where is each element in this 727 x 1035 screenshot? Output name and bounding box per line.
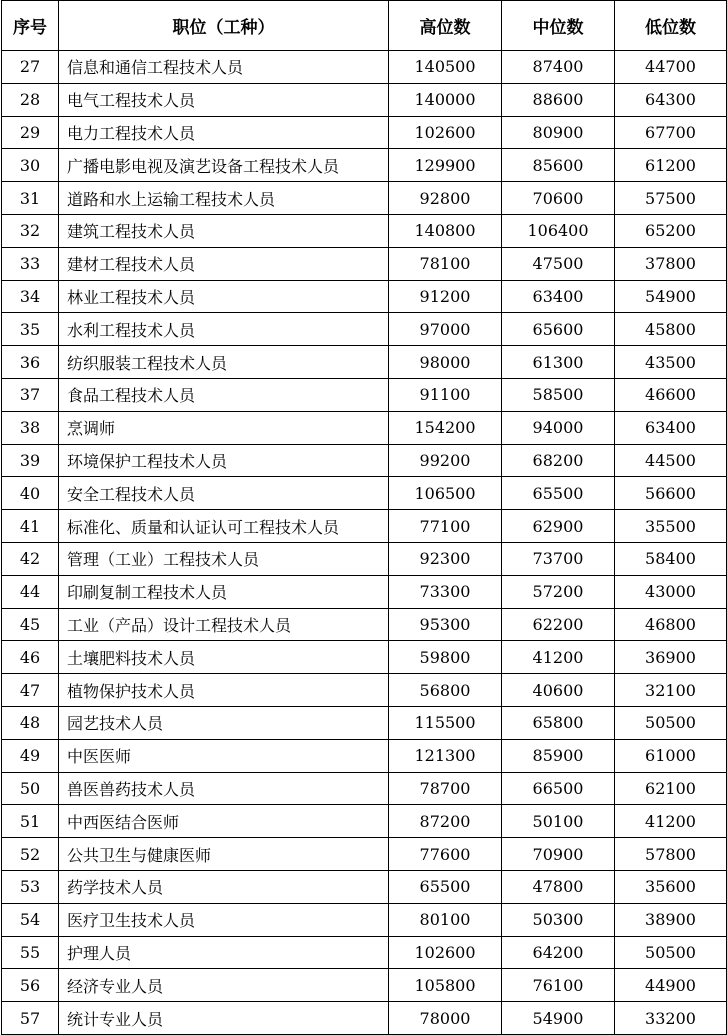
cell-index: 28 (2, 83, 59, 116)
cell-index: 27 (2, 51, 59, 84)
cell-job: 公共卫生与健康医师 (59, 838, 389, 871)
cell-index: 29 (2, 116, 59, 149)
cell-index: 37 (2, 378, 59, 411)
cell-index: 33 (2, 247, 59, 280)
cell-index: 40 (2, 477, 59, 510)
cell-high: 77100 (389, 510, 502, 543)
cell-high: 140000 (389, 83, 502, 116)
cell-median: 50100 (502, 805, 615, 838)
table-row (2, 149, 727, 182)
cell-job: 印刷复制工程技术人员 (59, 575, 389, 608)
table-row (2, 772, 727, 805)
cell-index: 34 (2, 280, 59, 313)
cell-median: 80900 (502, 116, 615, 149)
cell-index: 51 (2, 805, 59, 838)
cell-high: 65500 (389, 870, 502, 903)
cell-high: 77600 (389, 838, 502, 871)
cell-job: 安全工程技术人员 (59, 477, 389, 510)
cell-low: 36900 (615, 641, 727, 674)
table-row (2, 1002, 727, 1035)
cell-median: 54900 (502, 1002, 615, 1035)
cell-job: 信息和通信工程技术人员 (59, 51, 389, 84)
table-row (2, 641, 727, 674)
header-job: 职位（工种） (59, 1, 389, 51)
cell-low: 63400 (615, 411, 727, 444)
cell-job: 土壤肥料技术人员 (59, 641, 389, 674)
table-row (2, 936, 727, 969)
cell-high: 140500 (389, 51, 502, 84)
cell-job: 植物保护技术人员 (59, 674, 389, 707)
cell-job: 水利工程技术人员 (59, 313, 389, 346)
cell-low: 44700 (615, 51, 727, 84)
cell-job: 园艺技术人员 (59, 706, 389, 739)
cell-index: 57 (2, 1002, 59, 1035)
cell-low: 35500 (615, 510, 727, 543)
cell-median: 40600 (502, 674, 615, 707)
salary-table (1, 0, 727, 1035)
table-row (2, 870, 727, 903)
cell-low: 46800 (615, 608, 727, 641)
table-row (2, 608, 727, 641)
cell-median: 41200 (502, 641, 615, 674)
cell-median: 68200 (502, 444, 615, 477)
cell-job: 建筑工程技术人员 (59, 214, 389, 247)
table-row (2, 739, 727, 772)
table-row (2, 805, 727, 838)
cell-index: 42 (2, 542, 59, 575)
cell-median: 94000 (502, 411, 615, 444)
cell-median: 65600 (502, 313, 615, 346)
cell-index: 50 (2, 772, 59, 805)
cell-high: 102600 (389, 936, 502, 969)
cell-index: 39 (2, 444, 59, 477)
cell-median: 70600 (502, 182, 615, 215)
cell-job: 电力工程技术人员 (59, 116, 389, 149)
table-row (2, 477, 727, 510)
cell-low: 62100 (615, 772, 727, 805)
table-row (2, 903, 727, 936)
table-row (2, 378, 727, 411)
cell-job: 药学技术人员 (59, 870, 389, 903)
cell-high: 99200 (389, 444, 502, 477)
cell-index: 44 (2, 575, 59, 608)
cell-median: 85600 (502, 149, 615, 182)
table-row (2, 280, 727, 313)
table-row (2, 83, 727, 116)
cell-median: 62900 (502, 510, 615, 543)
cell-job: 食品工程技术人员 (59, 378, 389, 411)
cell-median: 87400 (502, 51, 615, 84)
cell-median: 47800 (502, 870, 615, 903)
table-row (2, 346, 727, 379)
cell-low: 57500 (615, 182, 727, 215)
cell-median: 85900 (502, 739, 615, 772)
cell-job: 医疗卫生技术人员 (59, 903, 389, 936)
cell-low: 35600 (615, 870, 727, 903)
cell-median: 88600 (502, 83, 615, 116)
cell-median: 65500 (502, 477, 615, 510)
cell-low: 33200 (615, 1002, 727, 1035)
cell-high: 80100 (389, 903, 502, 936)
cell-index: 31 (2, 182, 59, 215)
cell-high: 78100 (389, 247, 502, 280)
table-row (2, 542, 727, 575)
cell-low: 64300 (615, 83, 727, 116)
cell-low: 32100 (615, 674, 727, 707)
cell-low: 44500 (615, 444, 727, 477)
table-row (2, 575, 727, 608)
cell-median: 50300 (502, 903, 615, 936)
cell-job: 标准化、质量和认证认可工程技术人员 (59, 510, 389, 543)
cell-job: 电气工程技术人员 (59, 83, 389, 116)
table-row (2, 116, 727, 149)
cell-low: 50500 (615, 706, 727, 739)
table-row (2, 674, 727, 707)
cell-job: 环境保护工程技术人员 (59, 444, 389, 477)
header-low: 低位数 (615, 1, 727, 51)
cell-index: 53 (2, 870, 59, 903)
cell-high: 78700 (389, 772, 502, 805)
cell-job: 工业（产品）设计工程技术人员 (59, 608, 389, 641)
cell-high: 106500 (389, 477, 502, 510)
cell-median: 57200 (502, 575, 615, 608)
cell-index: 32 (2, 214, 59, 247)
cell-median: 73700 (502, 542, 615, 575)
cell-index: 47 (2, 674, 59, 707)
table-row (2, 411, 727, 444)
cell-median: 47500 (502, 247, 615, 280)
cell-low: 57800 (615, 838, 727, 871)
header-high: 高位数 (389, 1, 502, 51)
cell-high: 97000 (389, 313, 502, 346)
cell-job: 兽医兽药技术人员 (59, 772, 389, 805)
cell-median: 66500 (502, 772, 615, 805)
cell-high: 115500 (389, 706, 502, 739)
cell-low: 46600 (615, 378, 727, 411)
cell-low: 58400 (615, 542, 727, 575)
cell-index: 46 (2, 641, 59, 674)
cell-low: 38900 (615, 903, 727, 936)
cell-high: 91200 (389, 280, 502, 313)
cell-index: 38 (2, 411, 59, 444)
cell-low: 56600 (615, 477, 727, 510)
cell-high: 92800 (389, 182, 502, 215)
cell-high: 154200 (389, 411, 502, 444)
cell-job: 广播电影电视及演艺设备工程技术人员 (59, 149, 389, 182)
cell-index: 30 (2, 149, 59, 182)
cell-job: 林业工程技术人员 (59, 280, 389, 313)
header-index: 序号 (2, 1, 59, 51)
table-body (2, 51, 727, 1035)
cell-index: 41 (2, 510, 59, 543)
cell-index: 48 (2, 706, 59, 739)
table-row (2, 182, 727, 215)
cell-index: 52 (2, 838, 59, 871)
cell-high: 59800 (389, 641, 502, 674)
cell-job: 统计专业人员 (59, 1002, 389, 1035)
cell-high: 91100 (389, 378, 502, 411)
cell-high: 102600 (389, 116, 502, 149)
cell-median: 58500 (502, 378, 615, 411)
cell-job: 护理人员 (59, 936, 389, 969)
cell-low: 37800 (615, 247, 727, 280)
cell-job: 烹调师 (59, 411, 389, 444)
cell-job: 经济专业人员 (59, 969, 389, 1002)
cell-index: 36 (2, 346, 59, 379)
cell-low: 45800 (615, 313, 727, 346)
table-row (2, 247, 727, 280)
cell-high: 87200 (389, 805, 502, 838)
table-row (2, 214, 727, 247)
cell-median: 63400 (502, 280, 615, 313)
cell-low: 43000 (615, 575, 727, 608)
cell-job: 建材工程技术人员 (59, 247, 389, 280)
header-row (2, 1, 727, 51)
table-row (2, 510, 727, 543)
cell-index: 56 (2, 969, 59, 1002)
cell-index: 55 (2, 936, 59, 969)
cell-job: 中医医师 (59, 739, 389, 772)
cell-low: 65200 (615, 214, 727, 247)
cell-index: 49 (2, 739, 59, 772)
cell-median: 70900 (502, 838, 615, 871)
header-median: 中位数 (502, 1, 615, 51)
table-row (2, 969, 727, 1002)
cell-job: 中西医结合医师 (59, 805, 389, 838)
cell-high: 140800 (389, 214, 502, 247)
cell-low: 61200 (615, 149, 727, 182)
cell-index: 54 (2, 903, 59, 936)
cell-high: 92300 (389, 542, 502, 575)
cell-low: 54900 (615, 280, 727, 313)
cell-index: 35 (2, 313, 59, 346)
cell-median: 64200 (502, 936, 615, 969)
cell-high: 78000 (389, 1002, 502, 1035)
cell-job: 道路和水上运输工程技术人员 (59, 182, 389, 215)
table-row (2, 51, 727, 84)
cell-high: 121300 (389, 739, 502, 772)
cell-low: 61000 (615, 739, 727, 772)
cell-low: 50500 (615, 936, 727, 969)
cell-low: 43500 (615, 346, 727, 379)
table-row (2, 444, 727, 477)
cell-low: 67700 (615, 116, 727, 149)
table-row (2, 838, 727, 871)
cell-index: 45 (2, 608, 59, 641)
cell-job: 纺织服装工程技术人员 (59, 346, 389, 379)
cell-high: 73300 (389, 575, 502, 608)
cell-high: 129900 (389, 149, 502, 182)
cell-median: 62200 (502, 608, 615, 641)
cell-median: 65800 (502, 706, 615, 739)
cell-job: 管理（工业）工程技术人员 (59, 542, 389, 575)
cell-median: 106400 (502, 214, 615, 247)
table-row (2, 313, 727, 346)
cell-high: 56800 (389, 674, 502, 707)
cell-high: 95300 (389, 608, 502, 641)
cell-low: 44900 (615, 969, 727, 1002)
cell-median: 61300 (502, 346, 615, 379)
cell-median: 76100 (502, 969, 615, 1002)
cell-high: 98000 (389, 346, 502, 379)
cell-low: 41200 (615, 805, 727, 838)
cell-high: 105800 (389, 969, 502, 1002)
table-row (2, 706, 727, 739)
